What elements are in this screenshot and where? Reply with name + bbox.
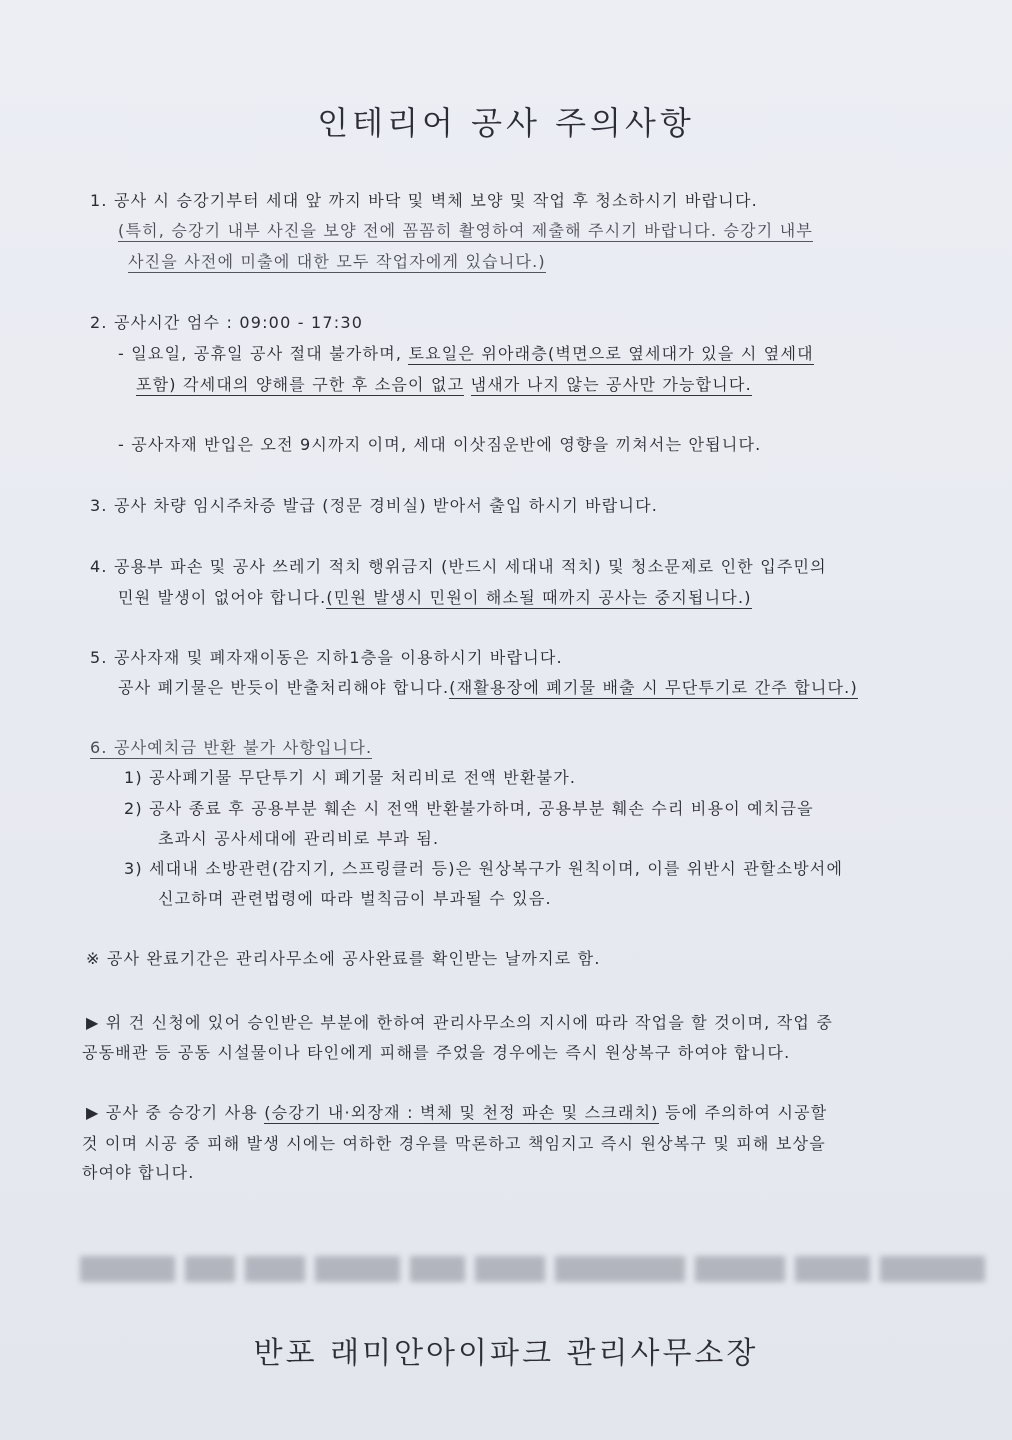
item2-line3 xyxy=(136,374,752,396)
item1-line3 xyxy=(128,251,546,273)
item2-line2-underlined: 토요일은 위아래층(벽면으로 옆세대가 있을 시 옆세대 xyxy=(408,344,814,363)
item2-line4: - 공사자재 반입은 오전 9시까지 이며, 세대 이삿짐운반에 영향을 끼쳐서는 안됩니다. xyxy=(118,435,762,454)
item6-sub2-line1: 2) 공사 종료 후 공용부분 훼손 시 전액 반환불가하며, 공용부분 훼손 수리 비용이 예치금을 xyxy=(124,799,814,818)
item2-line3-sep xyxy=(464,375,470,394)
item2-line2 xyxy=(118,343,814,365)
item5-line1: 5. 공사자재 및 폐자재이동은 지하1층을 이용하시기 바랍니다. xyxy=(90,648,563,667)
item6-sub1: 1) 공사폐기물 무단투기 시 폐기물 처리비로 전액 반환불가. xyxy=(124,768,577,787)
para1-line1: ▶ 위 건 신청에 있어 승인받은 부분에 한하여 관리사무소의 지시에 따라 작업을 할 것이며, 작업 중 xyxy=(86,1013,834,1032)
para2-line1-plain-a: ▶ 공사 중 승강기 사용 xyxy=(86,1103,265,1122)
para2-line2: 것 이며 시공 중 피해 발생 시에는 여하한 경우를 막론하고 책임지고 즉시 원상복구 및 피해 보상을 xyxy=(82,1134,826,1153)
item1-line2-underlined: (특히, 승강기 내부 사진을 보양 전에 꼼꼼히 촬영하여 제출해 주시기 바랍니다. 승강기 내부 xyxy=(118,221,814,240)
item5-line2-underlined: (재활용장에 폐기물 배출 시 무단투기로 간주 합니다.) xyxy=(449,678,858,697)
item1-line2 xyxy=(118,220,813,242)
item4-line2 xyxy=(118,587,752,609)
item6-heading-underlined: 6. 공사예치금 반환 불가 사항입니다. xyxy=(90,738,373,757)
para2-line1-underlined: (승강기 내·외장재 : 벽체 및 천정 파손 및 스크래치) xyxy=(264,1103,659,1122)
item4-line2-underlined: (민원 발생시 민원이 해소될 때까지 공사는 중지됩니다.) xyxy=(326,588,752,607)
item6-sub3-line2: 신고하며 관련법령에 따라 벌칙금이 부과될 수 있음. xyxy=(158,889,552,908)
item5-line2-plain: 공사 폐기물은 반듯이 반출처리해야 합니다. xyxy=(118,678,450,697)
item5-line2 xyxy=(118,677,858,699)
item4-line1: 4. 공용부 파손 및 공사 쓰레기 적치 행위금지 (반드시 세대내 적치) 및 청소문제로 인한 입주민의 xyxy=(90,557,827,576)
document-title: 인테리어 공사 주의사항 xyxy=(317,104,695,142)
completion-note: ※ 공사 완료기간은 관리사무소에 공사완료를 확인받는 날까지로 함. xyxy=(86,949,601,968)
item6-sub3-line1: 3) 세대내 소방관련(감지기, 스프링클러 등)은 원상복구가 원칙이며, 이를 위반시 관할소방서에 xyxy=(124,859,844,878)
item6-heading xyxy=(90,737,372,759)
redacted-blur-strip xyxy=(80,1248,995,1290)
para2-line1-plain-b: 등에 주의하여 시공할 xyxy=(658,1103,828,1122)
para2-line3: 하여야 합니다. xyxy=(82,1163,195,1182)
item4-line2-plain: 민원 발생이 없어야 합니다. xyxy=(118,588,327,607)
item2-line1: 2. 공사시간 엄수 : 09:00 - 17:30 xyxy=(90,313,364,332)
issuer-signature-line: 반포 래미안아이파크 관리사무소장 xyxy=(253,1336,759,1371)
item2-line2-plain: - 일요일, 공휴일 공사 절대 불가하며, xyxy=(118,344,409,363)
item3-line1: 3. 공사 차량 임시주차증 발급 (정문 경비실) 받아서 출입 하시기 바랍니다. xyxy=(90,496,659,515)
para2-line1 xyxy=(86,1102,827,1124)
item6-sub2-line2: 초과시 공사세대에 관리비로 부과 됨. xyxy=(158,829,440,848)
item1-line1: 1. 공사 시 승강기부터 세대 앞 까지 바닥 및 벽체 보양 및 작업 후 청소하시기 바랍니다. xyxy=(90,191,758,210)
item2-line3-underlined-a: 포함) 각세대의 양해를 구한 후 소음이 없고 xyxy=(136,375,465,394)
item1-line3-underlined: 사진을 사전에 미출에 대한 모두 작업자에게 있습니다.) xyxy=(128,252,546,271)
item2-line3-underlined-b: 냄새가 나지 않는 공사만 가능합니다. xyxy=(470,375,752,394)
para1-line2: 공동배관 등 공동 시설물이나 타인에게 피해를 주었을 경우에는 즉시 원상복구 하여야 합니다. xyxy=(82,1043,791,1062)
